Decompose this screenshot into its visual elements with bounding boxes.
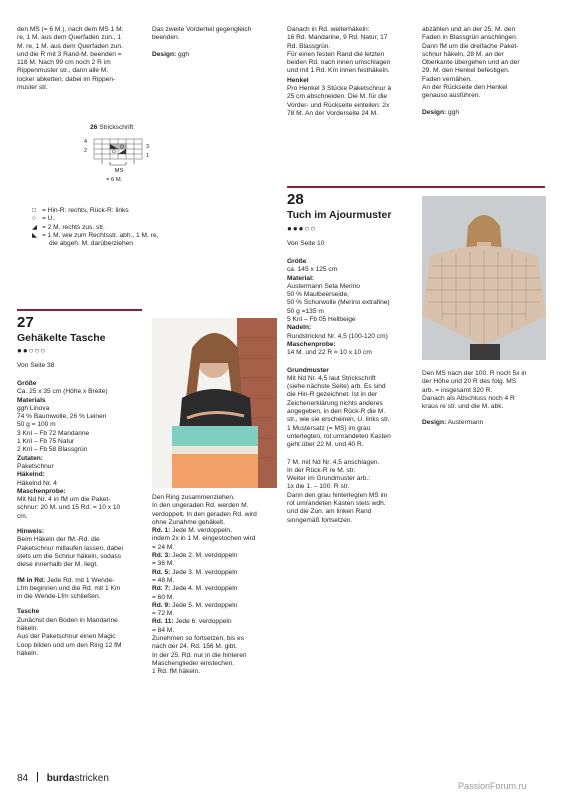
text-line: An der Rückseite den Henkel — [422, 84, 508, 92]
difficulty-rating-27: ●●○○○ — [17, 346, 47, 355]
pattern-title-28: Tuch im Ajourmuster — [287, 209, 392, 221]
section-head: Maschenprobe: — [287, 340, 336, 348]
text-line: Beim Häkeln der fM.-Rd. die — [17, 536, 100, 544]
text-line: Loop bilden und um den Ring 12 fM — [17, 641, 122, 649]
section-head: fM in Rd: — [17, 576, 48, 584]
text-line: 3 Knl – Fb 72 Mandarine — [17, 429, 90, 437]
text-fragment: Lfm beginnen und die Rd. mit 1 Km — [17, 584, 121, 592]
legend-text: = Hin-R: rechts, Rück-R: links — [42, 207, 129, 214]
text-fragment: Jede M. verdoppeln, — [170, 527, 232, 535]
text-line: 50 g =135 m — [287, 307, 324, 315]
text-line: diese innerhalb der M. liegt. — [17, 561, 99, 569]
pattern-number-27: 27 — [17, 314, 34, 331]
text-line: cm. — [17, 512, 28, 520]
text-line: (siehe nächste Seite) arb. Es sind — [287, 383, 386, 391]
text-fragment: Jede 4. M. verdoppeln — [170, 585, 238, 593]
design-label: Design: — [152, 50, 177, 58]
text-fragment: In der 25. Rd. nur in die hinteren — [152, 651, 247, 659]
text-fragment: Jede 2. M. verdoppeln — [170, 552, 238, 560]
text-line: M. re, 1 M. aus dem Querfaden zun. — [17, 42, 123, 50]
chart-ms-count: = 6 M. — [106, 177, 123, 183]
text-line — [152, 594, 277, 602]
text-line: Aus der Paketschnur einen Magic — [17, 633, 116, 641]
round-label: Rd. 7: — [152, 585, 171, 593]
round-label: Rd. 1: — [152, 527, 171, 535]
needles-value: Rundstricknd Nr. 4,5 (100-120 cm) — [287, 332, 388, 340]
text-line: Faden in Blassgrün anschlingen. — [422, 34, 518, 42]
text-line: die Hin-R gezeichnet. Ist in der — [287, 391, 378, 399]
text-line: Dann den grau hinterlegten MS im — [287, 491, 388, 499]
text-fragment: Jede 3. M. verdoppeln — [170, 568, 238, 576]
text-fragment: ohne Zunahme gehäkelt. — [152, 518, 225, 526]
text-line — [152, 552, 277, 560]
text-line — [152, 535, 277, 543]
text-fragment: = 48 M. — [152, 576, 175, 584]
text-line — [152, 569, 277, 577]
col4-bottom-text — [422, 370, 547, 428]
text-fragment: verdoppelt. In den geraden Rd. wird — [152, 510, 257, 518]
text-line: schnur: 20 M. und 15 Rd. = 10 x 10 — [17, 504, 121, 512]
text-line: unterlegten, rot umrandeten Kasten — [287, 432, 391, 440]
watermark: PassionForum.ru — [458, 781, 527, 791]
text-line: häkeln. — [17, 625, 39, 633]
text-fragment: = 60 M. — [152, 593, 175, 601]
text-line: muster str. — [17, 84, 48, 92]
source-page-27: Von Seite 38 — [17, 362, 55, 369]
text-line: sinngemäß fortsetzen. — [287, 516, 353, 524]
stitch-chart — [80, 124, 170, 194]
pattern-27-instructions — [17, 380, 142, 658]
design-value: ggh — [448, 108, 460, 116]
text-line — [152, 627, 277, 635]
pattern-title-27: Gehäkelte Tasche — [17, 332, 106, 344]
text-line — [152, 652, 277, 660]
section-head: Material: — [287, 274, 315, 282]
section-divider-27 — [17, 309, 142, 311]
text-line — [152, 560, 277, 568]
text-line: genauso ausführen. — [422, 92, 481, 100]
text-fragment: Maschenglieder einstechen. — [152, 659, 235, 667]
text-fragment: Den Ring zusammenziehen. — [152, 494, 235, 501]
col3-top-text — [287, 26, 412, 118]
legend-text: = 1 M. wie zum Rechtsstr. abh., 1 M. re, — [42, 231, 159, 239]
text-line: 1 Knl – Fb 75 Natur — [17, 438, 75, 446]
section-head: Zutaten: — [17, 454, 44, 462]
photo-lace-shawl — [422, 196, 546, 360]
section-head: Maschenprobe: — [17, 487, 66, 495]
text-line — [152, 544, 277, 552]
text-line: Mit Nd Nr. 4,5 laut Strickschrift — [287, 374, 376, 382]
text-fragment: In den ungeraden Rd. werden M. — [152, 502, 249, 510]
round-label: Rd. 9: — [152, 601, 171, 609]
design-label: Design: — [422, 108, 447, 116]
text-line: 29. M. den Henkel befestigen. — [422, 67, 510, 75]
section-head: Tasche — [17, 608, 40, 616]
brand-name: burda — [46, 773, 75, 784]
text-line: und mit 1 Rd. Km innen festhäkeln. — [287, 67, 390, 75]
text-line: beiden Rd. nach innen umschlagen — [287, 59, 391, 67]
text-line: abzählen und an der 25. M. den — [422, 26, 516, 33]
legend-symbol-icon: □ — [32, 207, 36, 214]
text-line — [17, 593, 142, 601]
legend-entry — [32, 224, 232, 232]
text-fragment: indem 2x in 1 M. eingestochen wird — [152, 535, 256, 543]
text-line: 50 % Schurwolle (Merino extrafine) — [287, 299, 390, 307]
text-line: 1x die 1. – 100. R str. — [287, 483, 350, 491]
section-head: Henkel — [287, 76, 309, 84]
text-line: Rd. Blassgrün. — [287, 42, 331, 50]
legend-entry — [32, 232, 232, 240]
legend-entry — [32, 215, 232, 223]
text-line: Faden vernähen. — [422, 75, 472, 83]
design-value: ggh — [178, 50, 190, 58]
text-line: 78 M. An der Vorderseite 24 M. — [287, 109, 378, 117]
text-line: 1 Mustersatz (= MS) im grau — [287, 424, 371, 432]
chart-title: Strickschrift — [99, 124, 134, 131]
legend-symbol-icon: ◢ — [32, 223, 38, 231]
chart-ms-label: MS — [114, 168, 124, 174]
section-head: Hinweis: — [17, 528, 45, 536]
text-line — [17, 577, 142, 585]
text-fragment: Zunehmen so fortsetzen, bis es — [152, 635, 244, 643]
text-line: Pro Henkel 3 Stücke Paketschnur à — [287, 85, 392, 93]
text-line — [152, 610, 277, 618]
text-line: der Höhe und 20 R des folg. MS — [422, 378, 517, 386]
chart-number: 26 — [90, 124, 98, 131]
pattern-number-28: 28 — [287, 191, 304, 208]
text-line: und die R mit 3 Rand-M. beenden = — [17, 50, 122, 58]
round-label: Rd. 11: — [152, 618, 174, 626]
chart-row-label: 3 — [146, 144, 150, 150]
text-line — [152, 618, 277, 626]
text-line: beenden. — [152, 34, 180, 42]
text-line: Für einen festen Rand die letzten — [287, 50, 385, 58]
size-value: ca. 145 x 125 cm — [287, 266, 338, 274]
text-line: Rippenmuster str., dann alle M. — [17, 67, 109, 75]
text-line: 16 Rd. Mandarine, 9 Rd. Natur, 17 — [287, 34, 388, 42]
text-line: 50 % Maulbeerseide, — [287, 291, 349, 299]
text-line: den MS (= 6 M.), nach dem MS 1 M. — [17, 26, 124, 33]
text-line: 2 Knl – Fb 58 Blassgrün — [17, 446, 88, 454]
text-line: Dann fM um die dreifache Paket- — [422, 42, 519, 50]
text-line — [152, 494, 277, 502]
text-line: In der Rück-R re M. str. — [287, 466, 356, 474]
page-footer — [17, 772, 109, 784]
text-line: und die Zun. am linken Rand — [287, 508, 372, 516]
text-line: 25 cm abschneiden. Die M. für die — [287, 93, 388, 101]
text-line — [152, 527, 277, 535]
section-head: Größe — [287, 258, 307, 265]
text-line: häkeln. — [17, 649, 39, 657]
legend-text: die abgeh. M. darüberziehen — [49, 240, 133, 248]
text-line — [152, 643, 277, 651]
source-page-28: Von Seite 10 — [287, 240, 325, 247]
chart-grid — [80, 134, 170, 194]
text-line: Danach als Abschluss noch 4 R — [422, 394, 515, 402]
section-head: Grundmuster — [287, 366, 329, 374]
col4-top-text — [422, 26, 547, 117]
text-line: stets um die Schnur häkeln, sodass — [17, 552, 122, 560]
legend-entry — [32, 240, 232, 248]
text-line — [152, 519, 277, 527]
text-line — [152, 668, 277, 676]
text-line: 5 Knl – Fb 05 Hellbeige — [287, 316, 356, 324]
legend-symbol-icon: ◣ — [32, 231, 38, 239]
pattern-28-instructions — [287, 258, 415, 525]
chart-row-label: 4 — [84, 139, 88, 145]
text-line: 50 g = 100 m — [17, 421, 56, 429]
photo-crochet-bag — [152, 318, 277, 488]
page-number: 84 — [17, 773, 29, 784]
text-fragment: in die Wende-Lfm schließen. — [17, 593, 101, 601]
hook-value: Häkelnd Nr. 4 — [17, 479, 57, 487]
text-line — [152, 585, 277, 593]
section-divider-28 — [287, 186, 545, 188]
legend-symbol-icon: ○ — [32, 215, 36, 223]
text-fragment: = 36 M. — [152, 560, 175, 568]
text-line: geht über 22 M. und 40 R. — [287, 441, 364, 449]
legend-text: = 2 M. rechts zus. str. — [42, 223, 105, 231]
text-fragment: = 24 M. — [152, 543, 175, 551]
text-line: Zeichenerklärung nichts anderes — [287, 399, 383, 407]
text-line: Paketschnur mitlaufen lassen, dabei — [17, 544, 123, 552]
text-line: 118 M. Nach 99 cm noch 2 R im — [17, 59, 111, 67]
legend-text: = U. — [42, 215, 55, 223]
legend-entry — [32, 207, 232, 215]
section-head: Nadeln: — [287, 324, 312, 332]
round-label: Rd. 3: — [152, 552, 171, 560]
col1-top-text — [17, 26, 142, 92]
text-fragment: = 72 M. — [152, 610, 175, 618]
text-line — [152, 660, 277, 668]
text-line: Oberkante übergehen und an der — [422, 59, 520, 67]
text-line: 74 % Baumwolle, 26 % Leinen — [17, 413, 107, 421]
col2-top-text — [152, 26, 277, 59]
text-line: Danach in Rd. weiterhäkeln: — [287, 26, 370, 33]
text-line: Vorder- und Rückseite einteilen: 2x — [287, 101, 390, 109]
text-line: rot umrandeten Kasten stets wdh. — [287, 500, 386, 508]
design-value: Austermann — [447, 419, 484, 427]
chart-row-label: 1 — [146, 153, 150, 159]
difficulty-rating-28: ●●●○○ — [287, 224, 317, 233]
text-fragment: nach der 24. Rd. 156 M. gibt. — [152, 643, 238, 651]
text-line — [17, 585, 142, 593]
text-line: Weiter im Grundmuster arb.: — [287, 475, 371, 483]
text-line — [152, 635, 277, 643]
text-line: Mit Nd Nr. 4 in fM um die Paket- — [17, 496, 111, 504]
text-line: arb. = insgesamt 320 R. — [422, 386, 493, 394]
chart-row-label: 2 — [84, 148, 88, 154]
text-fragment: Jede 6. verdoppeln — [173, 618, 232, 626]
section-head: Materials — [17, 396, 46, 404]
gauge-value: 14 M. und 22 R = 10 x 10 cm — [287, 349, 372, 357]
section-head: Häkelnd: — [17, 471, 45, 479]
text-line: kraus re str. und die M. abk. — [422, 403, 504, 411]
text-line: locker abketten, dabei im Rippen- — [17, 75, 116, 83]
notions-value: Paketschnur — [17, 462, 54, 470]
text-line: str., wie sie erscheinen, U. links str. — [287, 416, 390, 424]
text-line: ggh Linova — [17, 404, 50, 412]
brand-suffix: stricken — [74, 773, 109, 784]
round-label: Rd. 5: — [152, 568, 171, 576]
text-line: angegeben, in den Rück-R die M. — [287, 408, 386, 416]
design-label: Design: — [422, 419, 447, 427]
text-fragment: Jede 5. M. verdoppeln — [170, 601, 238, 609]
text-line — [152, 511, 277, 519]
text-line: Das zweite Vorderteil gegengleich — [152, 26, 252, 33]
text-line — [152, 502, 277, 510]
text-line: Austermann Seta Merino — [287, 282, 360, 290]
size-value: Ca. 25 x 35 cm (Höhe x Breite) — [17, 388, 108, 396]
text-line: schnur häkeln, 28 M. an der — [422, 50, 504, 58]
chart-legend — [32, 207, 232, 248]
text-line — [152, 577, 277, 585]
text-fragment: 1 Rd. fM häkeln. — [152, 668, 201, 676]
text-line: 7 M. mit Nd Nr. 4,5 anschlagen. — [287, 458, 380, 466]
pattern-27-rounds — [152, 494, 277, 677]
text-line: re, 1 M. aus dem Querfaden zun., 1 — [17, 34, 122, 42]
section-head: Größe — [17, 380, 37, 387]
text-fragment: = 84 M. — [152, 626, 175, 634]
text-line — [152, 602, 277, 610]
text-fragment: Jede Rd. mit 1 Wende- — [47, 576, 115, 584]
text-line: Den MS nach der 100. R noch 5x in — [422, 370, 527, 377]
text-line: Zunächst den Boden in Mandarine — [17, 616, 118, 624]
